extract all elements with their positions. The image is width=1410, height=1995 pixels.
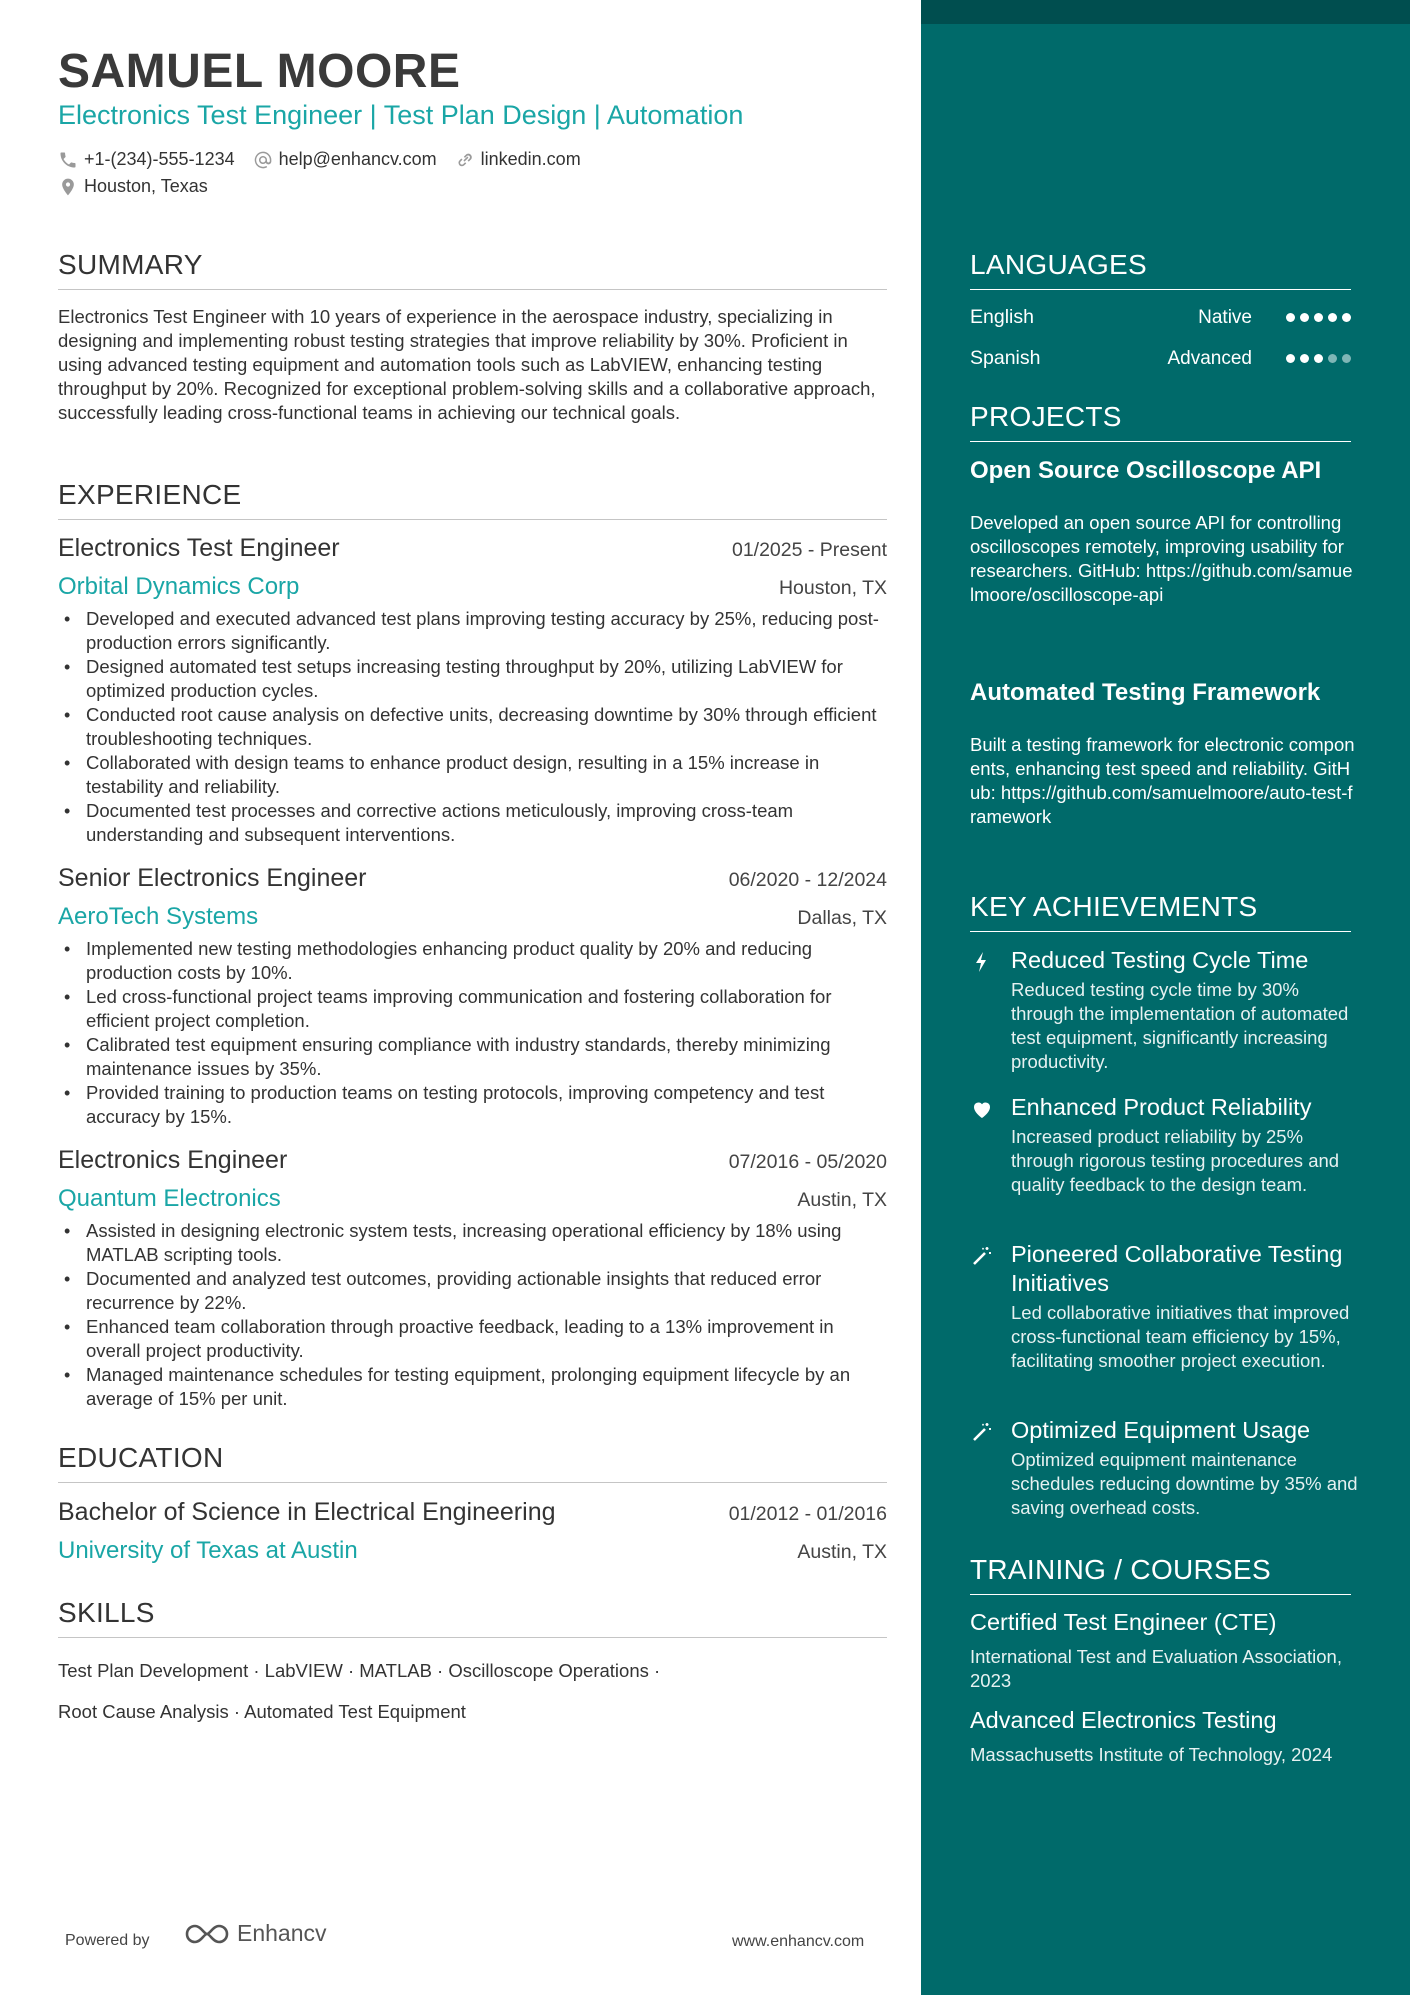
project-title: Open Source Oscilloscope API — [970, 457, 1322, 484]
job-bullet: • Collaborated with design teams to enhance product design, resulting in a 15% increase in testability and reliability. — [58, 751, 887, 799]
summary-text: Electronics Test Engineer with 10 years of experience in the aerospace industry, specializing in designing and implementing robust testing strategies that improve reliability by 30%. Proficient in using advanced testing equipment and automation tools such as LabVIEW, enhancing testing throughput by 20%. Recognized for exceptional problem-solving skills and a collaborative approach, successfully leading cross-functional teams in achieving our technical goals. — [58, 306, 876, 423]
job-bullet: • Developed and executed advanced test plans improving testing accuracy by 25%, reducing post-production errors significantly. — [58, 607, 887, 655]
job-bullet: • Implemented new testing methodologies enhancing product quality by 20% and reducing production costs by 10%. — [58, 937, 887, 985]
location-contact — [58, 176, 208, 197]
achievement-title: Reduced Testing Cycle Time — [1011, 947, 1309, 973]
achievement-description: Reduced testing cycle time by 30% through the implementation of automated test equipment, significantly increasing productivity. — [1011, 979, 1349, 1072]
rating-dot-empty — [1342, 354, 1351, 363]
achievement-item — [970, 1093, 1360, 1197]
enhancv-logo-icon — [183, 1921, 231, 1947]
school-location: Austin, TX — [797, 1541, 887, 1563]
job-entry — [58, 864, 887, 1129]
training-heading: TRAINING / COURSES — [970, 1554, 1351, 1595]
candidate-tagline: Electronics Test Engineer | Test Plan Design | Automation — [58, 100, 744, 130]
job-bullets — [58, 607, 887, 847]
email-text: help@enhancv.com — [278, 149, 437, 169]
linkedin-contact[interactable] — [455, 149, 581, 170]
achievement-title: Optimized Equipment Usage — [1011, 1417, 1311, 1443]
project-description: Built a testing framework for electronic components, enhancing test speed and reliability. GitHub: https://github.com/samuelmoore/auto-test-framework — [970, 734, 1355, 827]
job-bullet: • Calibrated test equipment ensuring compliance with industry standards, thereby minimizing maintenance issues by 35%. — [58, 1033, 887, 1081]
skills-line: Test Plan Development · LabVIEW · MATLAB · Oscilloscope Operations · — [58, 1660, 661, 1681]
job-bullet: • Documented and analyzed test outcomes, providing actionable insights that reduced error recurrence by 22%. — [58, 1267, 887, 1315]
skills-heading: SKILLS — [58, 1597, 887, 1638]
job-dates: 07/2016 - 05/2020 — [728, 1151, 887, 1173]
achievement-item — [970, 946, 1360, 1074]
project-title: Automated Testing Framework — [970, 679, 1321, 706]
enhancv-logo[interactable] — [183, 1920, 327, 1947]
rating-dot — [1314, 313, 1323, 322]
job-location: Austin, TX — [797, 1189, 887, 1211]
link-icon — [455, 150, 475, 170]
achievement-item — [970, 1240, 1360, 1373]
rating-dot — [1342, 313, 1351, 322]
summary-heading: SUMMARY — [58, 249, 887, 290]
language-rating — [1286, 313, 1351, 322]
language-row — [970, 306, 1351, 329]
achievement-description: Led collaborative initiatives that improved cross-functional team efficiency by 15%, facilitating smoother project execution. — [1011, 1302, 1350, 1371]
sidebar-top-bar — [921, 0, 1410, 24]
rating-dot — [1286, 313, 1295, 322]
rating-dot-empty — [1328, 354, 1337, 363]
education-entry — [58, 1498, 887, 1565]
job-company: Quantum Electronics — [58, 1185, 281, 1212]
contact-row — [58, 149, 581, 170]
job-entry — [58, 1146, 887, 1411]
achievement-title: Enhanced Product Reliability — [1011, 1094, 1312, 1120]
job-location: Houston, TX — [778, 577, 887, 599]
job-bullet: • Enhanced team collaboration through proactive feedback, leading to a 13% improvement in overall project productivity. — [58, 1315, 887, 1363]
rating-dot — [1328, 313, 1337, 322]
achievements-heading: KEY ACHIEVEMENTS — [970, 891, 1351, 932]
bolt-icon — [970, 950, 994, 974]
at-icon — [253, 150, 273, 170]
achievement-title: Pioneered Collaborative Testing Initiatives — [1011, 1241, 1343, 1296]
magic-wand-icon — [970, 1420, 994, 1444]
experience-heading: EXPERIENCE — [58, 479, 887, 520]
phone-text: +1-(234)-555-1234 — [84, 149, 235, 169]
location-pin-icon — [58, 177, 78, 197]
course-provider: Massachusetts Institute of Technology, 2024 — [970, 1744, 1333, 1765]
location-text: Houston, Texas — [84, 176, 208, 196]
education-dates: 01/2012 - 01/2016 — [728, 1503, 887, 1525]
job-bullet: • Conducted root cause analysis on defective units, decreasing downtime by 30% through efficient troubleshooting techniques. — [58, 703, 887, 751]
job-title: Electronics Test Engineer — [58, 534, 340, 562]
email-contact[interactable] — [253, 149, 437, 170]
education-heading: EDUCATION — [58, 1442, 887, 1483]
rating-dot — [1300, 313, 1309, 322]
language-rating — [1286, 354, 1351, 363]
projects-heading: PROJECTS — [970, 401, 1351, 442]
job-dates: 01/2025 - Present — [731, 539, 887, 561]
job-location: Dallas, TX — [797, 907, 887, 929]
language-name: Spanish — [970, 347, 1041, 369]
rating-dot — [1314, 354, 1323, 363]
language-row — [970, 347, 1351, 370]
job-bullets — [58, 937, 887, 1129]
magic-wand-icon — [970, 1244, 994, 1268]
job-bullet: • Managed maintenance schedules for testing equipment, prolonging equipment lifecycle by an average of 15% per unit. — [58, 1363, 887, 1411]
language-name: English — [970, 306, 1034, 328]
candidate-name: SAMUEL MOORE — [58, 45, 461, 98]
job-bullet: • Led cross-functional project teams improving communication and fostering collaboration for efficient project completion. — [58, 985, 887, 1033]
job-company: Orbital Dynamics Corp — [58, 573, 300, 600]
phone-contact[interactable] — [58, 149, 235, 170]
job-title: Electronics Engineer — [58, 1146, 288, 1174]
enhancv-brand-text: Enhancv — [237, 1920, 327, 1946]
course-title: Certified Test Engineer (CTE) — [970, 1609, 1277, 1635]
rating-dot — [1286, 354, 1295, 363]
project-description: Developed an open source API for controlling oscilloscopes remotely, improving usability for researchers. GitHub: https://github.com/samuelmoore/oscilloscope-api — [970, 512, 1353, 605]
achievement-description: Increased product reliability by 25% through rigorous testing procedures and quality feedback to the design team. — [1011, 1126, 1340, 1195]
course-provider: International Test and Evaluation Association, 2023 — [970, 1646, 1342, 1691]
job-title: Senior Electronics Engineer — [58, 864, 367, 892]
job-bullet: • Provided training to production teams on testing protocols, improving competency and test accuracy by 15%. — [58, 1081, 887, 1129]
job-bullet: • Designed automated test setups increasing testing throughput by 20%, utilizing LabVIEW for optimized production cycles. — [58, 655, 887, 703]
achievement-description: Optimized equipment maintenance schedules reducing downtime by 35% and saving overhead costs. — [1011, 1449, 1358, 1518]
phone-icon — [58, 150, 78, 170]
job-entry — [58, 534, 887, 847]
skills-list — [58, 1650, 888, 1732]
job-bullet: • Assisted in designing electronic system tests, increasing operational efficiency by 18% using MATLAB scripting tools. — [58, 1219, 887, 1267]
job-bullet: • Documented test processes and corrective actions meticulously, improving cross-team understanding and subsequent interventions. — [58, 799, 887, 847]
heart-icon — [970, 1097, 994, 1121]
job-bullets — [58, 1219, 887, 1411]
language-level: Advanced — [1167, 347, 1252, 369]
location-row — [58, 176, 208, 197]
powered-by-label: Powered by — [65, 1932, 150, 1949]
linkedin-text: linkedin.com — [480, 149, 581, 169]
rating-dot — [1300, 354, 1309, 363]
footer-url[interactable]: www.enhancv.com — [732, 1933, 865, 1950]
job-company: AeroTech Systems — [58, 903, 259, 930]
job-dates: 06/2020 - 12/2024 — [728, 869, 887, 891]
degree-title: Bachelor of Science in Electrical Engineering — [58, 1498, 556, 1526]
skills-line: Root Cause Analysis · Automated Test Equipment — [58, 1701, 466, 1722]
course-title: Advanced Electronics Testing — [970, 1707, 1277, 1733]
languages-heading: LANGUAGES — [970, 249, 1351, 290]
school-name: University of Texas at Austin — [58, 1537, 358, 1564]
achievement-item — [970, 1416, 1360, 1520]
language-level: Native — [1198, 306, 1252, 328]
